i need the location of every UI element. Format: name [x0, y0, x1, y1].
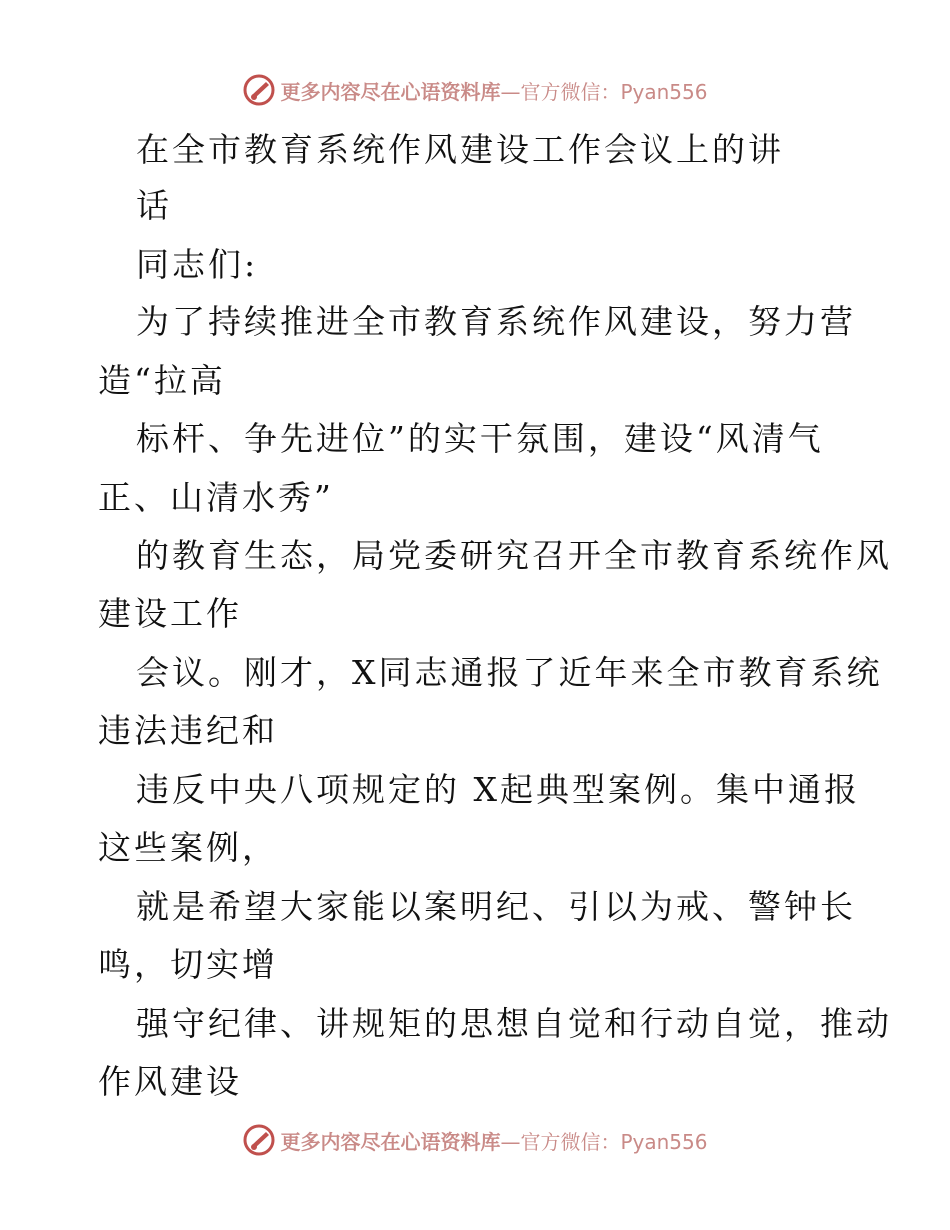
- watermark-group: [242, 73, 707, 107]
- red-stamp-logo-icon: [242, 1123, 276, 1157]
- doc-line-12: 就是希望大家能以案明纪、引以为戒、警钟长: [136, 887, 856, 926]
- watermark-separator: —: [500, 79, 521, 104]
- doc-line-13: 鸣，切实增: [98, 945, 278, 984]
- watermark-main-text: 更多内容尽在心语资料库: [280, 79, 501, 104]
- red-stamp-logo-icon: [242, 73, 276, 107]
- doc-line-1: 同志们:: [136, 245, 259, 284]
- watermark-main-text: 更多内容尽在心语资料库: [280, 1129, 501, 1154]
- doc-line-3: 造“拉高: [98, 361, 226, 400]
- doc-line-14: 强守纪律、讲规矩的思想自觉和行动自觉，推动: [136, 1004, 892, 1043]
- doc-line-7: 建设工作: [98, 594, 242, 633]
- doc-line-4: 标杆、争先进位”的实干氛围，建设“风清气: [136, 419, 824, 458]
- header-watermark: [0, 70, 950, 110]
- doc-title-line-2: 话: [136, 186, 172, 225]
- watermark-text: [280, 1126, 707, 1155]
- watermark-separator: —: [500, 1129, 521, 1154]
- doc-title-line-1: 在全市教育系统作风建设工作会议上的讲: [136, 130, 784, 169]
- watermark-wechat-text: 官方微信：Pyan556: [520, 1129, 708, 1154]
- watermark-wechat-text: 官方微信：Pyan556: [520, 79, 708, 104]
- doc-line-8: 会议。刚才，X同志通报了近年来全市教育系统: [136, 653, 883, 692]
- doc-line-11: 这些案例，: [98, 828, 278, 867]
- doc-line-10: 违反中央八项规定的 X起典型案例。集中通报: [136, 770, 860, 809]
- doc-line-5: 正、山清水秀”: [98, 478, 334, 517]
- doc-line-15: 作风建设: [98, 1062, 242, 1101]
- doc-line-2: 为了持续推进全市教育系统作风建设，努力营: [136, 302, 856, 341]
- watermark-text: [280, 76, 707, 105]
- footer-watermark: [0, 1120, 950, 1160]
- doc-line-6: 的教育生态，局党委研究召开全市教育系统作风: [136, 536, 892, 575]
- doc-line-9: 违法违纪和: [98, 711, 278, 750]
- watermark-group-bottom: [242, 1123, 707, 1157]
